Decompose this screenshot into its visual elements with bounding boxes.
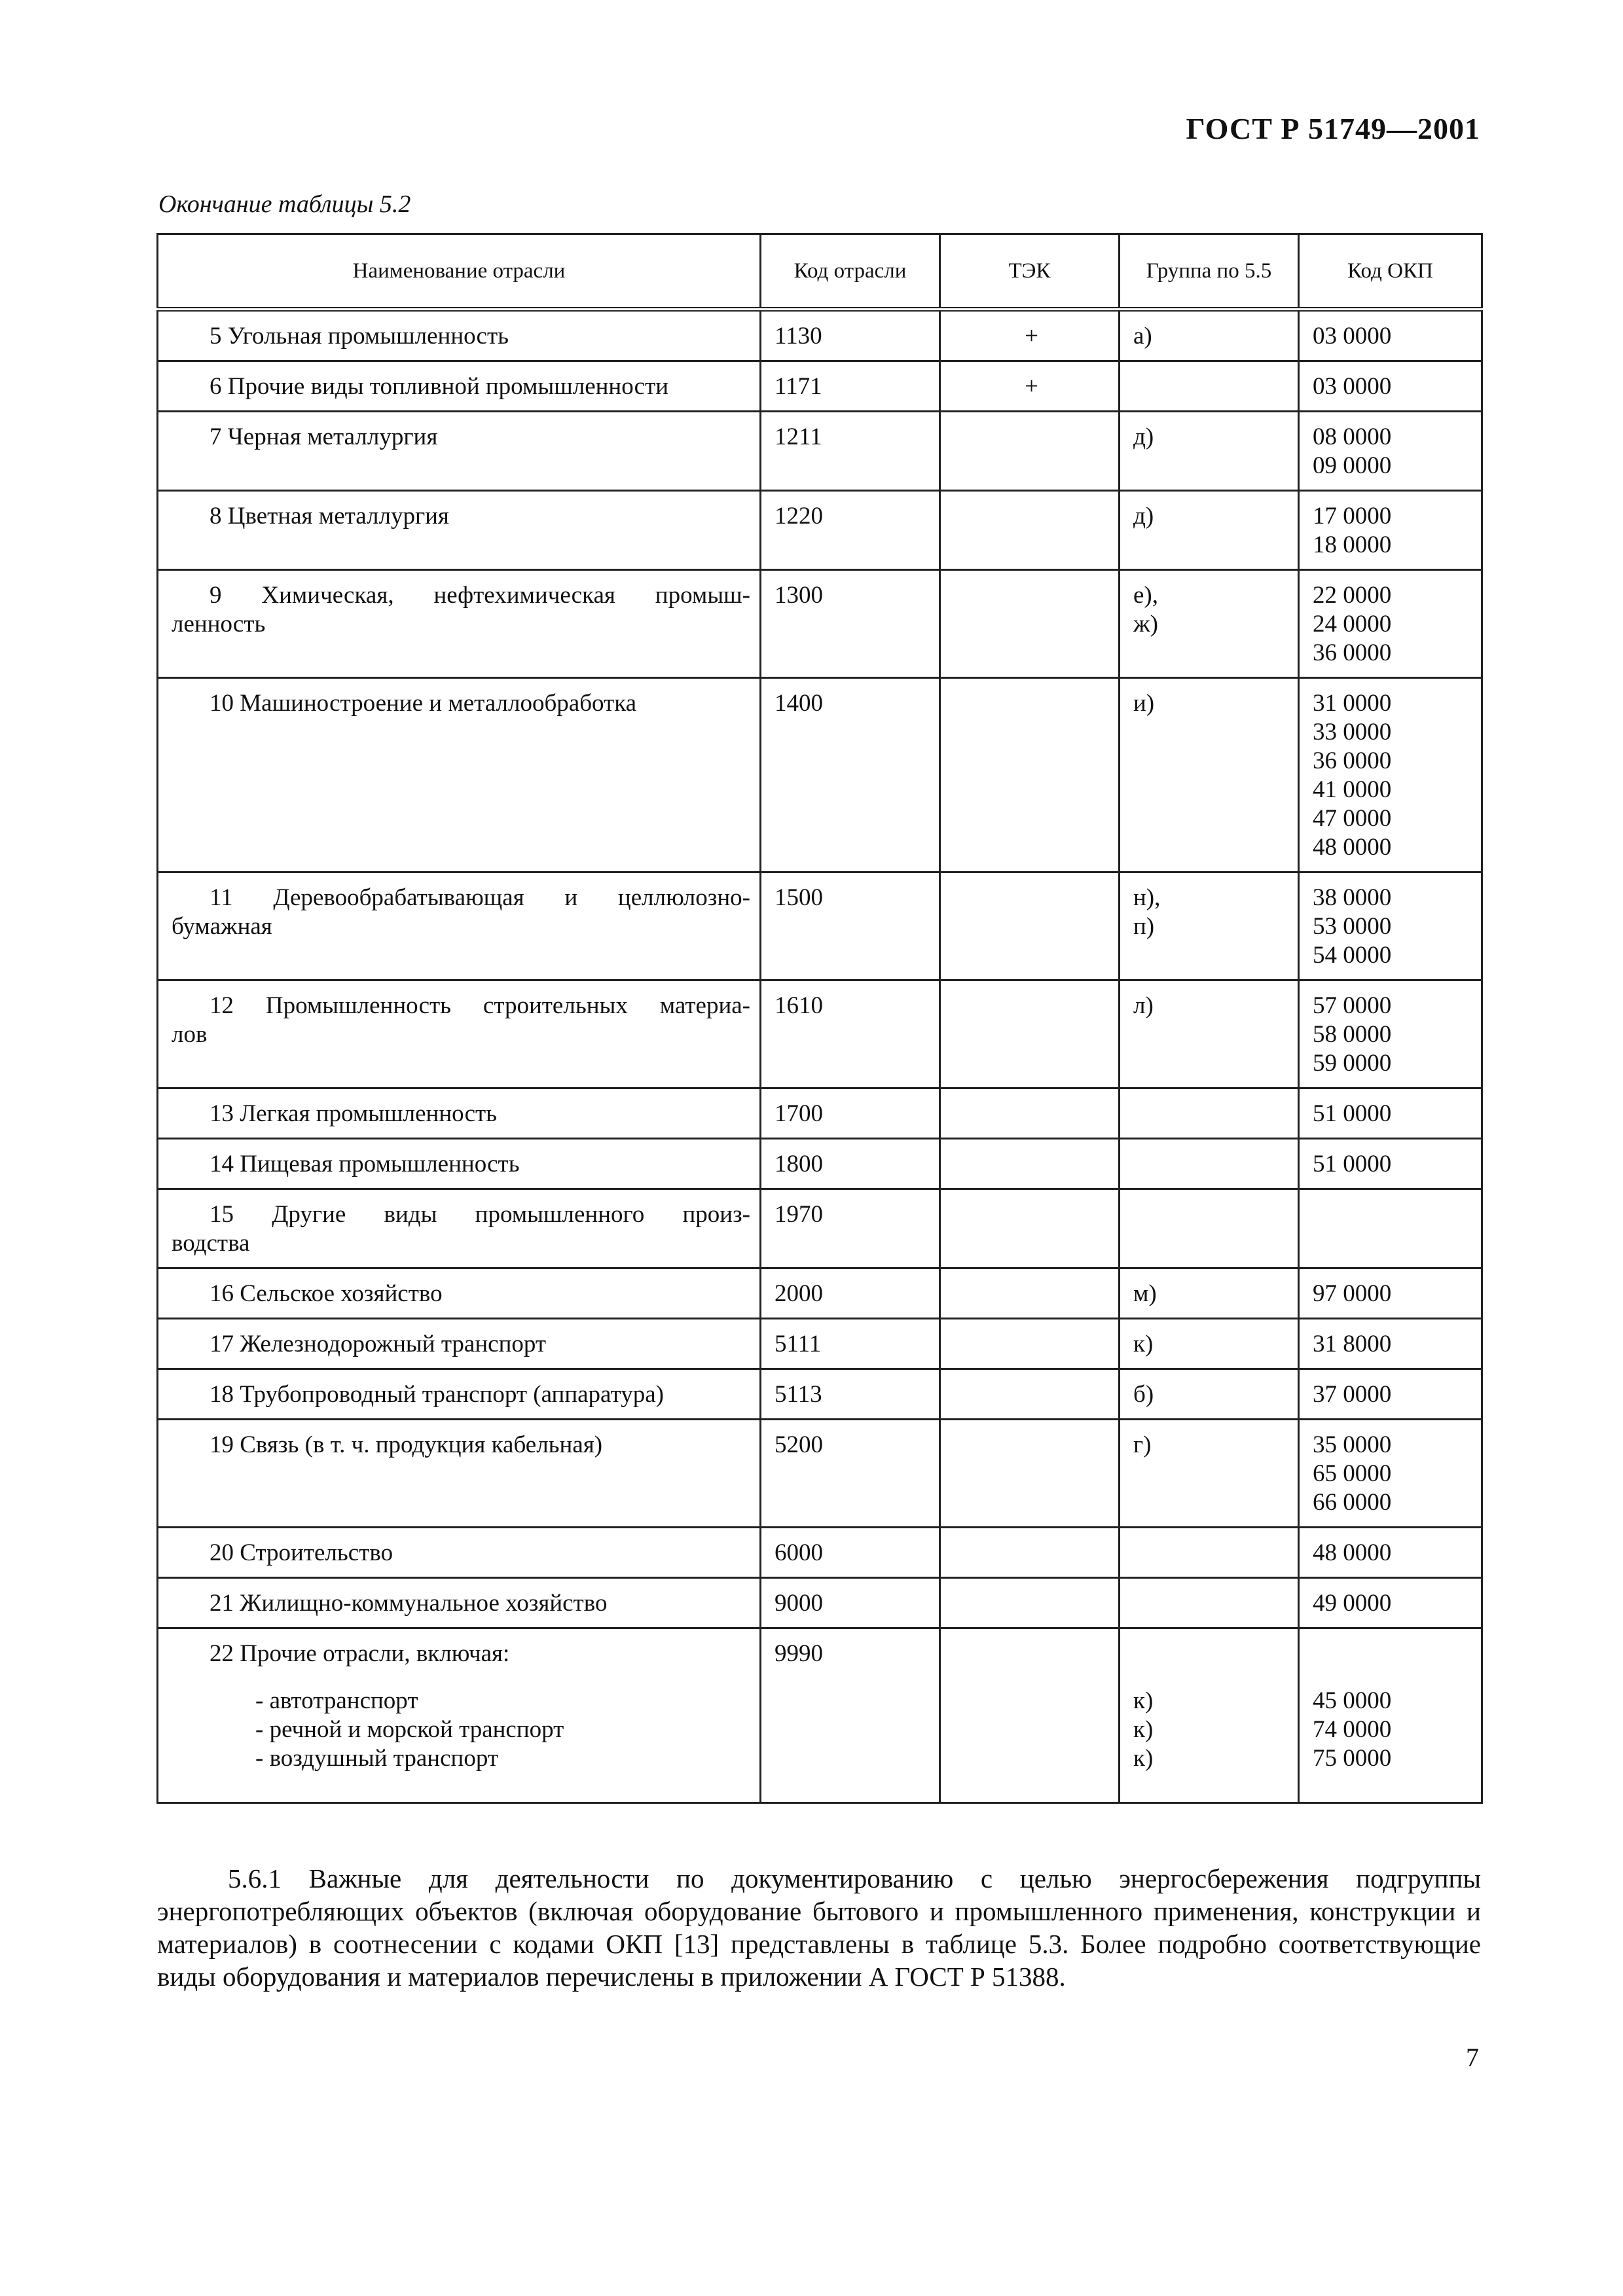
industry-name-cell — [158, 1189, 761, 1268]
industry-name: 13 Легкая промышленность — [210, 1100, 498, 1127]
cell-line: 22 0000 — [1313, 582, 1392, 609]
tek-cell — [940, 1578, 1120, 1628]
tek-cell — [940, 1319, 1120, 1369]
col-header-tek: ТЭК — [940, 234, 1120, 310]
industry-code-cell: 1300 — [761, 570, 940, 678]
tek-cell: + — [940, 310, 1120, 361]
okp-code-cell — [1299, 310, 1482, 361]
table-row — [158, 1088, 1482, 1139]
cell-line: 47 0000 — [1313, 805, 1392, 832]
cell-line: 03 0000 — [1313, 373, 1392, 400]
okp-code-cell — [1299, 1528, 1482, 1578]
cell-line: 37 0000 — [1313, 1381, 1392, 1408]
okp-code-cell — [1299, 361, 1482, 412]
body-paragraph — [157, 1862, 1481, 1993]
cell-line: 03 0000 — [1313, 323, 1392, 350]
tek-cell — [940, 1369, 1120, 1420]
cell-line: б) — [1133, 1381, 1154, 1408]
group-cell — [1120, 980, 1299, 1088]
cell-line: 36 0000 — [1313, 639, 1392, 666]
industry-name: 7 Черная металлургия — [210, 423, 438, 450]
industry-name: 20 Строительство — [210, 1539, 393, 1566]
cell-line: м) — [1133, 1280, 1157, 1307]
industry-name-cell — [158, 1319, 761, 1369]
table-header-row — [158, 234, 1482, 310]
cell-line: 57 0000 — [1313, 992, 1392, 1019]
sub-item-okp: 45 0000 — [1313, 1687, 1392, 1714]
tek-cell — [940, 412, 1120, 491]
industry-name-cell — [158, 1268, 761, 1319]
industry-name-cont: лов — [172, 1021, 208, 1048]
industry-name-cell — [158, 678, 761, 872]
industry-name: 10 Машиностроение и металлообработка — [210, 690, 637, 717]
tek-cell — [940, 678, 1120, 872]
sub-item-name: - автотранспорт — [255, 1687, 418, 1714]
table-row — [158, 361, 1482, 412]
cell-line: 33 0000 — [1313, 719, 1392, 745]
industry-name: 19 Связь (в т. ч. продукция кабельная) — [210, 1431, 603, 1458]
industry-name: 8 Цветная металлургия — [210, 503, 449, 529]
okp-code-cell — [1299, 1319, 1482, 1369]
table-row — [158, 310, 1482, 361]
okp-code-cell — [1299, 1139, 1482, 1189]
group-cell — [1120, 1189, 1299, 1268]
spacer — [1313, 1640, 1472, 1687]
table-row — [158, 678, 1482, 872]
cell-line: д) — [1133, 423, 1154, 450]
cell-line: ж) — [1133, 611, 1158, 637]
tek-cell — [940, 1088, 1120, 1139]
industry-code-cell: 1400 — [761, 678, 940, 872]
sub-item-group: к) — [1133, 1716, 1154, 1743]
group-cell — [1120, 1268, 1299, 1319]
industry-name: 17 Железнодорожный транспорт — [210, 1331, 547, 1357]
cell-line: н), — [1133, 884, 1161, 911]
okp-code-cell — [1299, 1369, 1482, 1420]
industry-name: 16 Сельское хозяйство — [210, 1280, 443, 1307]
industry-code-cell: 5200 — [761, 1420, 940, 1528]
cell-line: 09 0000 — [1313, 452, 1392, 479]
table-row — [158, 1420, 1482, 1528]
okp-code-cell — [1299, 1268, 1482, 1319]
table-caption: Окончание таблицы 5.2 — [158, 190, 411, 218]
table-row — [158, 980, 1482, 1088]
okp-code-cell — [1299, 570, 1482, 678]
industry-name: 9 Химическая, нефтехимическая промыш- — [210, 582, 750, 609]
industry-code-cell: 6000 — [761, 1528, 940, 1578]
cell-line: и) — [1133, 690, 1155, 717]
table-row — [158, 1139, 1482, 1189]
table-row — [158, 491, 1482, 570]
sub-item-group: к) — [1133, 1745, 1154, 1772]
group-cell — [1120, 570, 1299, 678]
cell-line: 65 0000 — [1313, 1460, 1392, 1487]
tek-cell — [940, 1420, 1120, 1528]
page-number: 7 — [1466, 2043, 1479, 2072]
col-header-code: Код отрасли — [761, 234, 940, 310]
industry-name: 5 Угольная промышленность — [210, 323, 509, 350]
industry-name-cell — [158, 872, 761, 980]
table-row — [158, 1528, 1482, 1578]
cell-line: 97 0000 — [1313, 1280, 1392, 1307]
group-cell — [1120, 1369, 1299, 1420]
tek-cell — [940, 1189, 1120, 1268]
industry-name-cell — [158, 491, 761, 570]
industry-name-cell — [158, 412, 761, 491]
cell-line: 41 0000 — [1313, 776, 1392, 803]
cell-line: 48 0000 — [1313, 834, 1392, 861]
group-cell — [1120, 872, 1299, 980]
group-cell — [1120, 1319, 1299, 1369]
document-id-header: ГОСТ Р 51749—2001 — [1186, 112, 1480, 145]
industry-name: 18 Трубопроводный транспорт (аппаратура) — [210, 1381, 664, 1408]
industry-name-cell — [158, 1628, 761, 1803]
industry-name-cont: водства — [172, 1230, 250, 1257]
industry-name-cell — [158, 1369, 761, 1420]
table-row — [158, 1319, 1482, 1369]
table-row — [158, 1628, 1482, 1803]
table-row — [158, 570, 1482, 678]
cell-line: 49 0000 — [1313, 1590, 1392, 1617]
cell-line: 58 0000 — [1313, 1021, 1392, 1048]
industry-name-cell — [158, 1088, 761, 1139]
industry-name: 14 Пищевая промышленность — [210, 1151, 520, 1177]
group-cell — [1120, 412, 1299, 491]
industry-code-cell: 1800 — [761, 1139, 940, 1189]
tek-cell: + — [940, 361, 1120, 412]
table-row — [158, 412, 1482, 491]
industry-name-cell — [158, 361, 761, 412]
industry-name-cell — [158, 310, 761, 361]
cell-line: л) — [1133, 992, 1154, 1019]
cell-line: 48 0000 — [1313, 1539, 1392, 1566]
industry-code-cell: 1220 — [761, 491, 940, 570]
industry-code-cell: 1970 — [761, 1189, 940, 1268]
industry-name-cell — [158, 980, 761, 1088]
industry-name: 6 Прочие виды топливной промышленности — [210, 373, 669, 400]
tek-cell — [940, 491, 1120, 570]
table-row — [158, 1369, 1482, 1420]
industry-name-cell — [158, 1528, 761, 1578]
industry-code-cell: 1130 — [761, 310, 940, 361]
col-header-name: Наименование отрасли — [158, 234, 761, 310]
paragraph-text: 5.6.1 Важные для деятельности по документированию с целью энергосбережения подгруппы энергопотребляющих объектов (включая оборудование бытового и промышленного применения, конструкции и материалов) в соотнесении с кодами ОКП [13] представлены в таблице 5.3. Более подробно соответствующие виды оборудования и материалов перечислены в приложении А ГОСТ Р 51388. — [157, 1863, 1481, 1992]
industry-code-cell: 5111 — [761, 1319, 940, 1369]
group-cell — [1120, 361, 1299, 412]
industry-name-cont: ленность — [172, 611, 266, 637]
tek-cell — [940, 1139, 1120, 1189]
industry-code-cell: 5113 — [761, 1369, 940, 1420]
industry-name-cell — [158, 1420, 761, 1528]
table-row — [158, 872, 1482, 980]
group-cell — [1120, 1420, 1299, 1528]
sub-item-okp: 75 0000 — [1313, 1745, 1392, 1772]
cell-line: 51 0000 — [1313, 1151, 1392, 1177]
okp-code-cell — [1299, 980, 1482, 1088]
cell-line: 17 0000 — [1313, 503, 1392, 529]
industry-code-cell: 9990 — [761, 1628, 940, 1803]
table-row — [158, 1578, 1482, 1628]
okp-code-cell — [1299, 491, 1482, 570]
group-cell — [1120, 678, 1299, 872]
okp-code-cell — [1299, 1088, 1482, 1139]
sub-item-group: к) — [1133, 1687, 1154, 1714]
cell-line: 08 0000 — [1313, 423, 1392, 450]
tek-cell — [940, 1628, 1120, 1803]
group-cell — [1120, 310, 1299, 361]
cell-line: 36 0000 — [1313, 747, 1392, 774]
sub-item-name: - воздушный транспорт — [255, 1745, 499, 1772]
okp-code-cell — [1299, 872, 1482, 980]
cell-line: 24 0000 — [1313, 611, 1392, 637]
cell-line: е), — [1133, 582, 1158, 609]
sub-item-name: - речной и морской транспорт — [255, 1716, 564, 1743]
cell-line: д) — [1133, 503, 1154, 529]
industry-name: 12 Промышленность строительных материа- — [210, 992, 750, 1019]
industry-name: 15 Другие виды промышленного произ- — [210, 1201, 750, 1228]
cell-line: а) — [1133, 323, 1152, 350]
table-row — [158, 1189, 1482, 1268]
tek-cell — [940, 1528, 1120, 1578]
cell-line: к) — [1133, 1331, 1154, 1357]
industry-name-cell — [158, 570, 761, 678]
group-cell — [1120, 1578, 1299, 1628]
col-header-group: Группа по 5.5 — [1120, 234, 1299, 310]
tek-cell — [940, 980, 1120, 1088]
spacer — [1133, 1640, 1288, 1687]
tek-cell — [940, 1268, 1120, 1319]
cell-line: 31 0000 — [1313, 690, 1392, 717]
cell-line: 53 0000 — [1313, 913, 1392, 940]
cell-line: 54 0000 — [1313, 942, 1392, 969]
group-cell — [1120, 1628, 1299, 1803]
group-cell — [1120, 491, 1299, 570]
group-cell — [1120, 1528, 1299, 1578]
cell-line: 18 0000 — [1313, 531, 1392, 558]
cell-line: г) — [1133, 1431, 1152, 1458]
col-header-okp: Код ОКП — [1299, 234, 1482, 310]
industry-name: 21 Жилищно-коммунальное хозяйство — [210, 1590, 608, 1617]
sub-item-list — [172, 1687, 750, 1773]
cell-line: 31 8000 — [1313, 1331, 1392, 1357]
okp-code-cell — [1299, 678, 1482, 872]
cell-line: 51 0000 — [1313, 1100, 1392, 1127]
group-cell — [1120, 1088, 1299, 1139]
industry-name-cell — [158, 1139, 761, 1189]
sub-item-okp: 74 0000 — [1313, 1716, 1392, 1743]
industry-name: 22 Прочие отрасли, включая: — [210, 1640, 510, 1667]
cell-line: 66 0000 — [1313, 1489, 1392, 1516]
industry-name-cell — [158, 1578, 761, 1628]
industry-code-cell: 1700 — [761, 1088, 940, 1139]
okp-code-cell — [1299, 1578, 1482, 1628]
okp-code-cell — [1299, 1189, 1482, 1268]
group-cell — [1120, 1139, 1299, 1189]
industry-code-cell: 1171 — [761, 361, 940, 412]
industry-code-cell: 1500 — [761, 872, 940, 980]
industry-code-cell: 1211 — [761, 412, 940, 491]
okp-code-cell — [1299, 412, 1482, 491]
industry-name-cont: бумажная — [172, 913, 272, 940]
industry-code-cell: 1610 — [761, 980, 940, 1088]
table-row — [158, 1268, 1482, 1319]
industry-code-cell: 2000 — [761, 1268, 940, 1319]
cell-line: 59 0000 — [1313, 1050, 1392, 1077]
okp-code-cell — [1299, 1420, 1482, 1528]
industry-table — [156, 233, 1483, 1804]
okp-code-cell — [1299, 1628, 1482, 1803]
tek-cell — [940, 872, 1120, 980]
tek-cell — [940, 570, 1120, 678]
cell-line: п) — [1133, 913, 1155, 940]
industry-name: 11 Деревообрабатывающая и целлюлозно- — [210, 884, 750, 911]
cell-line: 38 0000 — [1313, 884, 1392, 911]
industry-code-cell: 9000 — [761, 1578, 940, 1628]
cell-line: 35 0000 — [1313, 1431, 1392, 1458]
